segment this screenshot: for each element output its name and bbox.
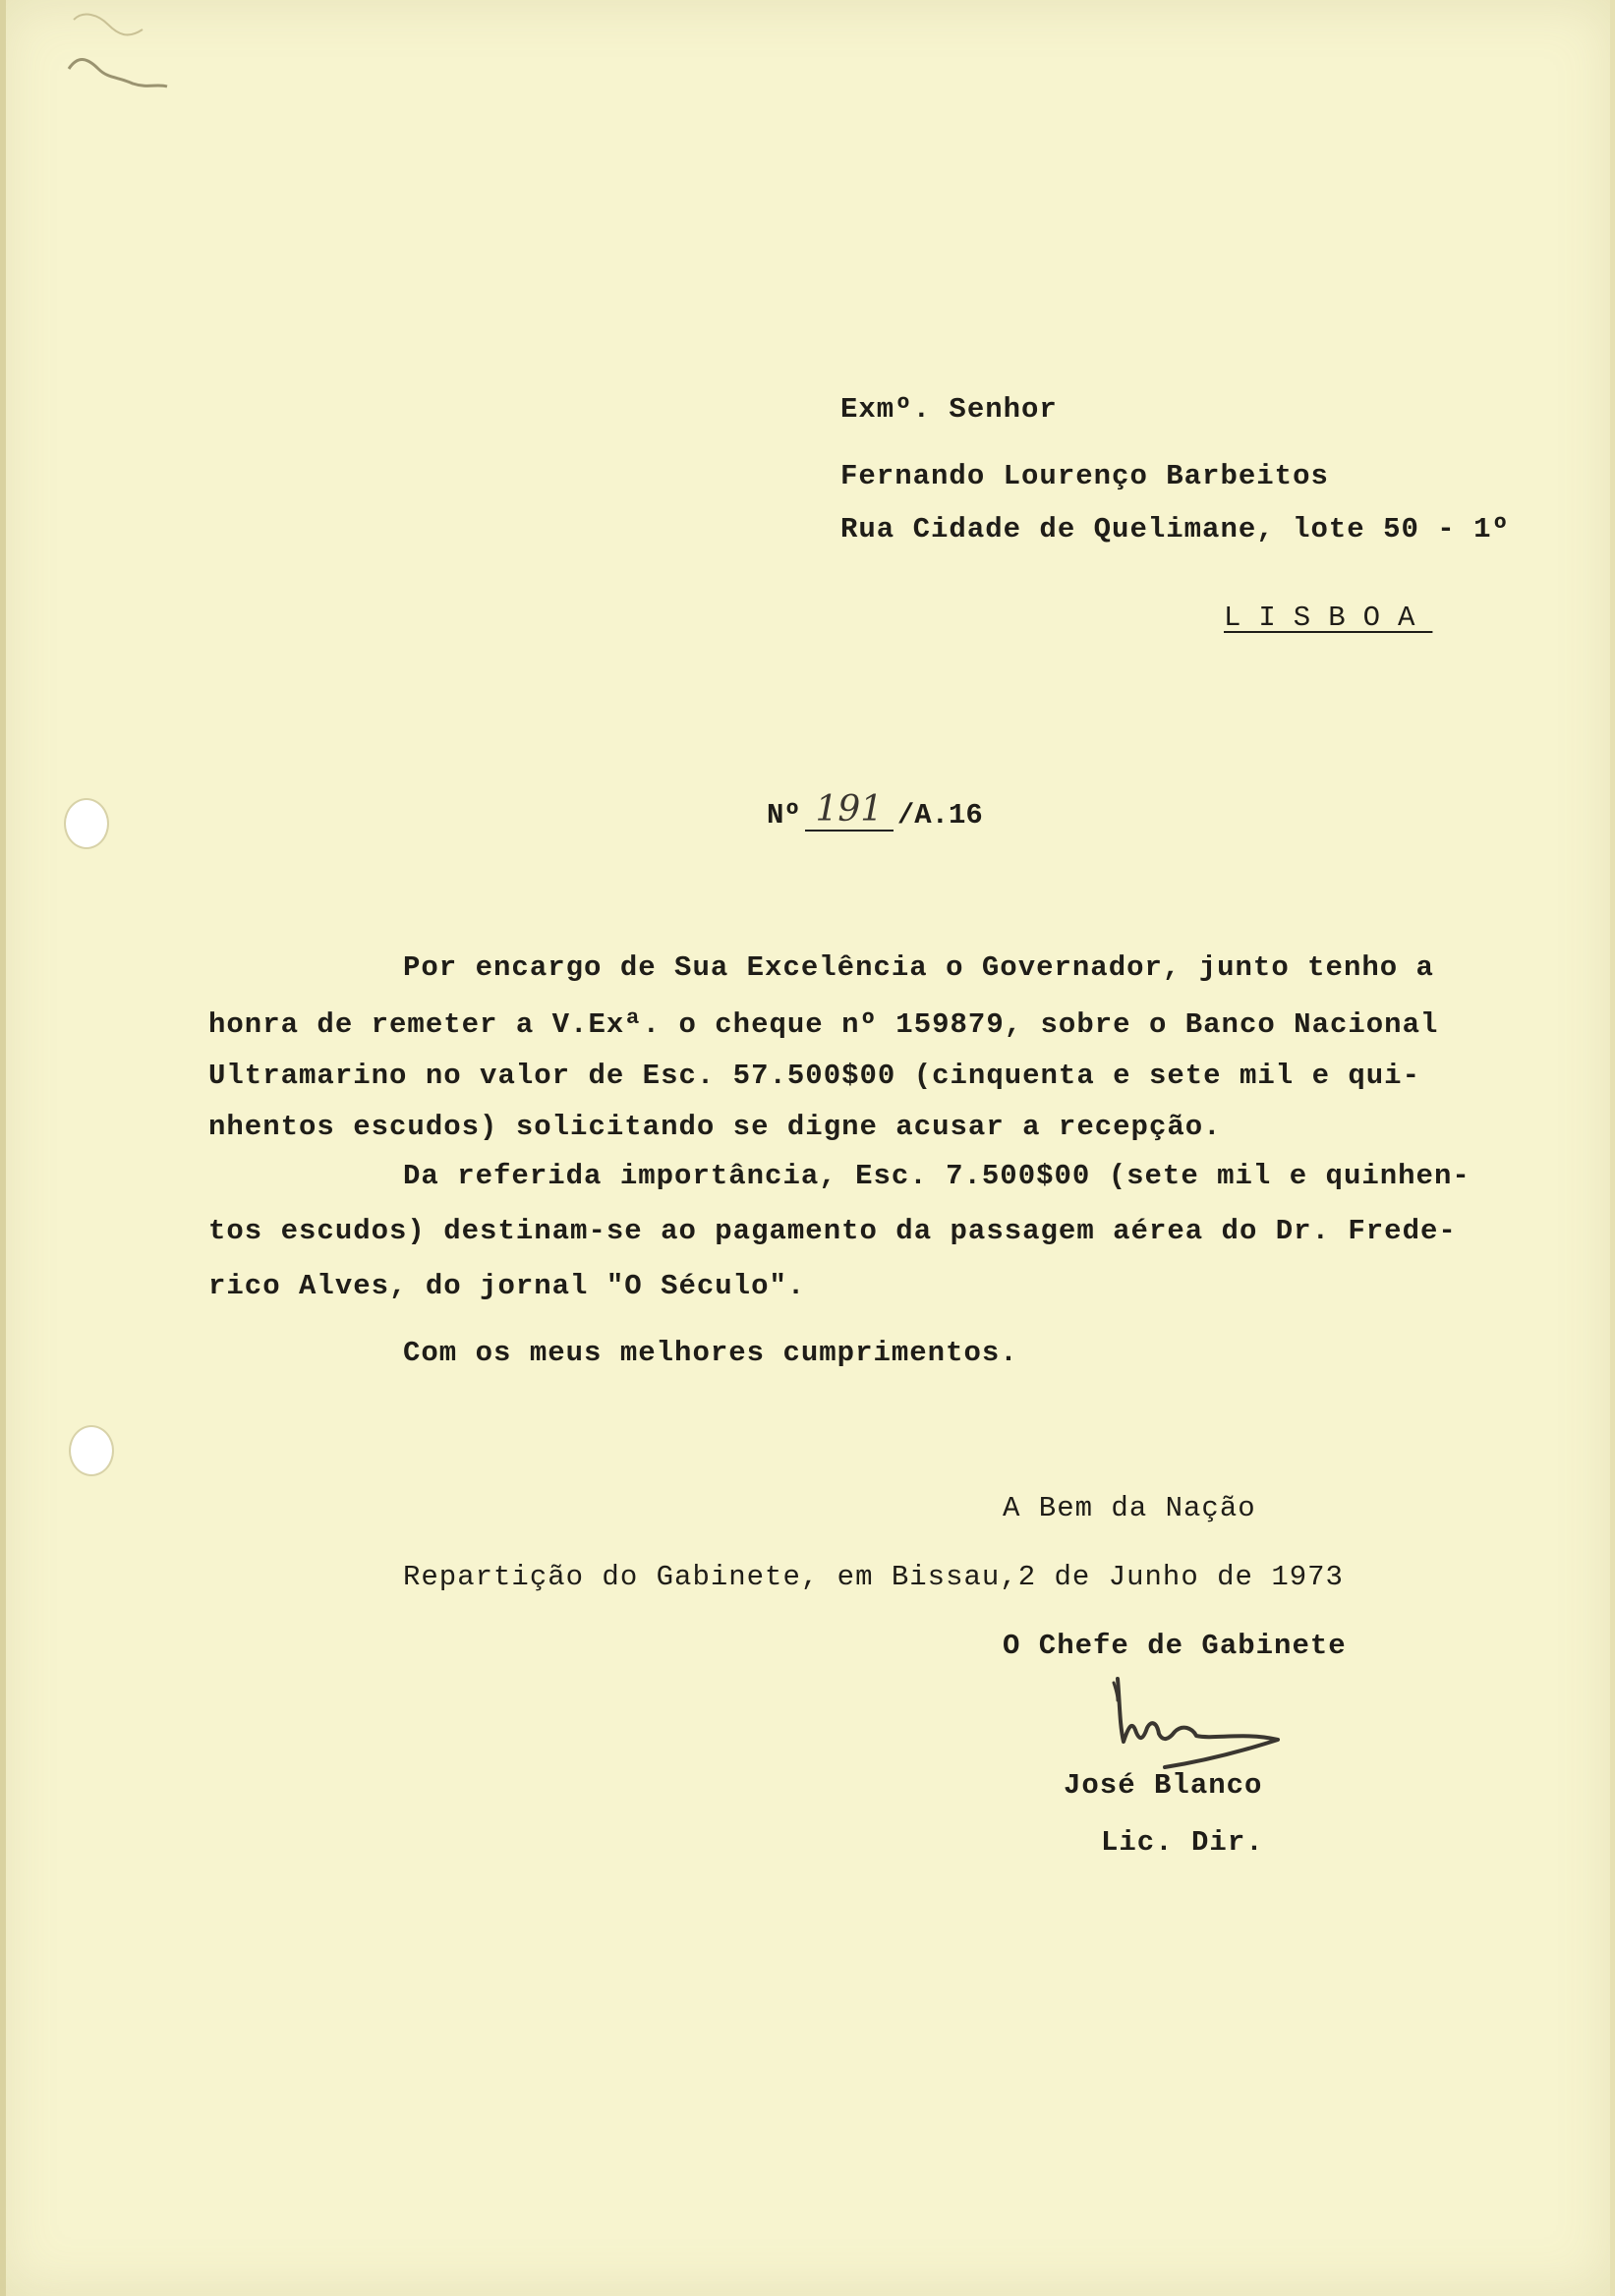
closing-motto: A Bem da Nação: [1003, 1492, 1256, 1524]
signer-title: O Chefe de Gabinete: [1003, 1630, 1347, 1662]
reference-number: [767, 784, 983, 832]
reference-prefix: Nº: [767, 799, 801, 832]
body-line: rico Alves, do jornal "O Século".: [208, 1270, 806, 1302]
punch-hole-bottom: [69, 1425, 114, 1476]
body-line: nhentos escudos) solicitando se digne acusar a recepção.: [208, 1111, 1222, 1143]
recipient-city: LISBOA: [1224, 602, 1433, 634]
signer-name: José Blanco: [1064, 1769, 1263, 1802]
recipient-address: Rua Cidade de Quelimane, lote 50 - 1º: [840, 513, 1510, 545]
reference-handwritten: 191: [805, 790, 894, 832]
reference-suffix: /A.16: [896, 799, 983, 832]
body-line: Com os meus melhores cumprimentos.: [403, 1337, 1018, 1369]
body-line: tos escudos) destinam-se ao pagamento da passagem aérea do Dr. Frede-: [208, 1215, 1457, 1247]
place-date: Repartição do Gabinete, em Bissau,2 de Junho de 1973: [403, 1561, 1344, 1593]
signer-degree: Lic. Dir.: [1101, 1826, 1264, 1859]
torn-corner-icon: [59, 0, 177, 108]
paper-edge-left: [0, 0, 6, 2296]
body-line: Por encargo de Sua Excelência o Governador, junto tenho a: [403, 951, 1434, 984]
body-line: Da referida importância, Esc. 7.500$00 (sete mil e quinhen-: [403, 1160, 1471, 1192]
punch-hole-top: [64, 798, 109, 849]
paper-edge-right: [1610, 0, 1615, 2296]
body-line: honra de remeter a V.Exª. o cheque nº 159879, sobre o Banco Nacional: [208, 1008, 1439, 1041]
recipient-name: Fernando Lourenço Barbeitos: [840, 460, 1329, 492]
body-line: Ultramarino no valor de Esc. 57.500$00 (cinquenta e sete mil e qui-: [208, 1060, 1420, 1092]
salutation: Exmº. Senhor: [840, 393, 1058, 426]
